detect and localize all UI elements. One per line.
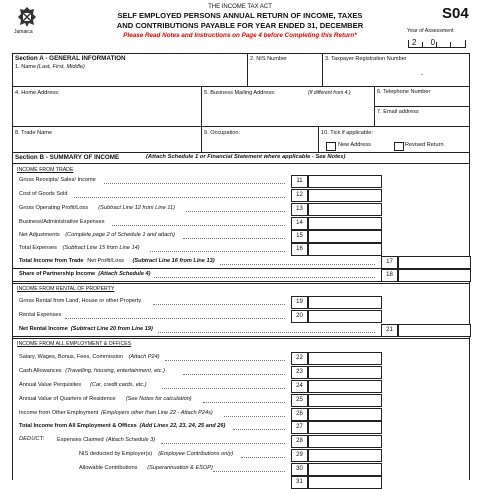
row-rule: [12, 268, 381, 269]
section-a-heading: Section A - GENERAL INFORMATION: [15, 55, 126, 62]
line-22-label: Salary, Wages, Bonus, Fees, Commission: [19, 354, 124, 360]
line-25-number: 25: [291, 394, 308, 407]
tick-if-applicable-label: 10. Tick if applicable:: [321, 130, 373, 136]
line-24-note: (Car, credit cards, etc.): [90, 382, 147, 388]
leader-dots: [233, 429, 285, 430]
line-11-number: 11: [291, 175, 308, 188]
year-of-assessment-label: Year of Assessment: [407, 28, 454, 34]
line-25-amount-field[interactable]: [308, 394, 382, 407]
trade-name-label: 8. Trade Name: [15, 130, 52, 136]
line-21-amount-field[interactable]: [398, 324, 471, 337]
line-13-note: (Subtract Line 12 from Line 11): [98, 205, 175, 211]
email-label: 7. Email address: [377, 109, 419, 115]
line-27-number: 27: [291, 421, 308, 434]
line-20-amount-field[interactable]: [308, 310, 382, 323]
line-22-note: (Attach P24): [128, 354, 160, 360]
new-address-checkbox[interactable]: [326, 142, 336, 151]
line-28-label: Expenses Claimed: [57, 437, 104, 443]
nis-number-label: 2. NIS Number: [250, 56, 287, 62]
line-12-amount-field[interactable]: [308, 189, 382, 202]
email-field[interactable]: [375, 117, 469, 126]
leader-dots: [213, 471, 285, 472]
instructions-notice: Please Read Notes and Instructions on Page 4 before Completing this Return*: [123, 32, 357, 39]
line-23-note: (Travelling, housing, entertainment, etc.): [65, 368, 165, 374]
telephone-field[interactable]: [375, 97, 469, 106]
line-16-amount-field[interactable]: [308, 243, 382, 256]
leader-dots: [150, 251, 285, 252]
section-b-heading: Section B - SUMMARY OF INCOME: [15, 154, 120, 161]
line-21-label: Net Rental Income: [19, 326, 68, 332]
leader-dots: [74, 197, 286, 198]
line-13-label: Gross Operating Profit/Loss: [19, 205, 89, 211]
line-16-number: 16: [291, 243, 308, 256]
leader-dots: [165, 360, 285, 361]
income-from-trade-heading: INCOME FROM TRADE: [17, 167, 74, 173]
line-29-number: 29: [291, 449, 308, 462]
section-a-top-border: [12, 53, 470, 54]
line-14-label: Business/Administrative Expenses: [19, 219, 105, 225]
occupation-label: 9. Occupation:: [204, 130, 241, 136]
line-17-label: Total Income from Trade: [19, 258, 84, 264]
line-27-label: Total Income from All Employment & Offices: [19, 423, 137, 429]
leader-dots: [220, 264, 375, 265]
form-code: S04: [442, 5, 469, 22]
line-29-amount-field[interactable]: [308, 449, 382, 462]
year-field[interactable]: [408, 37, 466, 48]
line-15-amount-field[interactable]: [308, 230, 382, 243]
income-from-employment-heading: INCOME FROM ALL EMPLOYMENT & OFFICES: [17, 341, 132, 347]
line-28-number: 28: [291, 435, 308, 448]
home-address-label: 4. Home Address:: [15, 90, 60, 96]
trade-name-field[interactable]: [13, 138, 201, 151]
country-label: Jamaica: [14, 29, 33, 35]
line-24-amount-field[interactable]: [308, 380, 382, 393]
line-26-note: (Employers other than Line 22 - Attach P24s): [101, 410, 213, 416]
line-18-amount-field[interactable]: [398, 269, 471, 282]
mailing-address-label: 5. Business Mailing Address:: [204, 90, 276, 96]
mailing-address-field[interactable]: [202, 98, 374, 124]
line-20-number: 20: [291, 310, 308, 323]
line-31-number: 31: [291, 476, 308, 489]
revised-return-checkbox[interactable]: [394, 142, 404, 151]
line-25-note: (See Notes for calculation): [125, 396, 192, 402]
leader-dots: [186, 211, 285, 212]
line-15-number: 15: [291, 230, 308, 243]
line-23-label: Cash Allowances: [19, 368, 62, 374]
form-title-line1: SELF EMPLOYED PERSONS ANNUAL RETURN OF INCOME, TAXES: [117, 11, 363, 20]
line-30-amount-field[interactable]: [308, 463, 382, 476]
line-30-label: Allowable Contributions: [79, 465, 138, 471]
leader-dots: [154, 277, 375, 278]
line-19-amount-field[interactable]: [308, 296, 382, 309]
line-24-number: 24: [291, 380, 308, 393]
leader-dots: [158, 332, 375, 333]
line-22-number: 22: [291, 352, 308, 365]
line-30-number: 30: [291, 463, 308, 476]
line-21-note: (Subtract Line 20 from Line 19): [70, 326, 153, 332]
line-28-amount-field[interactable]: [308, 435, 382, 448]
line-13-number: 13: [291, 203, 308, 216]
telephone-label: 6. Telephone Number: [377, 89, 431, 95]
new-address-label: New Address: [338, 142, 371, 148]
line-16-label: Total Expenses: [19, 245, 57, 251]
line-26-number: 26: [291, 408, 308, 421]
name-field[interactable]: [13, 72, 247, 86]
line-11-label: Gross Receipts/ Sales/ Income: [19, 177, 96, 183]
occupation-field[interactable]: [202, 138, 318, 151]
leader-dots: [161, 443, 285, 444]
leader-dots: [65, 318, 285, 319]
line-15-label: Net Adjustments: [19, 232, 60, 238]
line-16-note: (Subtract Line 15 from Line 14): [62, 245, 140, 251]
line-23-amount-field[interactable]: [308, 366, 382, 379]
leader-dots: [241, 457, 285, 458]
line-18-number: 18: [381, 269, 398, 282]
mailing-address-hint: (If different from 4.): [308, 90, 351, 96]
name-label: 1. Name: [15, 64, 37, 70]
act-title: THE INCOME TAX ACT: [208, 4, 272, 10]
revised-return-label: Revised Return: [405, 142, 444, 148]
leader-dots: [224, 416, 285, 417]
line-18-label: Share of Partnership Income: [19, 271, 96, 277]
line-21-number: 21: [381, 324, 398, 337]
leader-dots: [112, 225, 285, 226]
leader-dots: [104, 183, 285, 184]
line-19-number: 19: [291, 296, 308, 309]
line-27-note: (Add Lines 22, 23, 24, 25 and 26): [139, 423, 226, 429]
line-13-amount-field[interactable]: [308, 203, 382, 216]
line-12-number: 12: [291, 189, 308, 202]
line-18-note: (Attach Schedule 4): [98, 271, 151, 277]
leader-dots: [183, 374, 285, 375]
line-31-amount-field[interactable]: [308, 476, 382, 489]
line-26-label: Income from Other Employment: [19, 410, 99, 416]
line-24-label: Annual Value Perquisites: [19, 382, 82, 388]
line-28-note: (Attach Schedule 3): [106, 437, 156, 443]
form-title-line2: AND CONTRIBUTIONS PAYABLE FOR YEAR ENDED 31, DECEMBER: [116, 21, 364, 30]
leader-dots: [183, 238, 285, 239]
section-b-note: (Attach Schedule 1 or Financial Statement where applicable - See Notes): [146, 154, 346, 160]
row-rule: [12, 336, 381, 337]
line-29-note: (Employee Contributions only): [158, 451, 234, 457]
leader-dots: [203, 402, 285, 403]
line-17-amount-field[interactable]: [398, 256, 471, 269]
line-15-note: (Complete page 2 of Schedule 1 and attach): [65, 232, 176, 238]
income-from-rental-heading: INCOME FROM RENTAL OF PROPERTY: [17, 286, 115, 292]
line-30-note: (Superannuation & ESOP): [147, 465, 213, 471]
home-address-field[interactable]: [13, 98, 201, 124]
year-prefix: 2 0: [412, 38, 442, 47]
line-20-label: Rental Expenses: [19, 312, 62, 318]
line-29-label: NIS deducted by Employer(s): [79, 451, 153, 457]
line-17-number: 17: [381, 256, 398, 269]
nis-number-field[interactable]: [248, 64, 322, 85]
line-23-number: 23: [291, 366, 308, 379]
line-14-number: 14: [291, 217, 308, 230]
line-17-sublabel: Net Profit/Loss: [87, 258, 124, 264]
line-22-amount-field[interactable]: [308, 352, 382, 365]
line-14-amount-field[interactable]: [308, 217, 382, 230]
line-25-label: Annual Value of Quarters of Residence: [19, 396, 116, 402]
line-11-amount-field[interactable]: [308, 175, 382, 188]
line-27-amount-field[interactable]: [308, 421, 382, 434]
trn-field[interactable]: -: [421, 72, 423, 78]
trn-label: 3. Taxpayer Registration Number: [325, 56, 407, 62]
line-26-amount-field[interactable]: [308, 408, 382, 421]
row-rule: [12, 281, 381, 282]
name-hint: (Last, First, Middle): [37, 64, 85, 70]
leader-dots: [162, 388, 286, 389]
deduct-label: DEDUCT:: [19, 436, 45, 442]
line-19-label: Gross Rental from Land, House or other Property: [19, 298, 142, 304]
leader-dots: [153, 304, 285, 305]
line-12-label: Cost of Goods Sold: [19, 191, 68, 197]
line-17-note: (Subtract Line 16 from Line 13): [132, 258, 215, 264]
